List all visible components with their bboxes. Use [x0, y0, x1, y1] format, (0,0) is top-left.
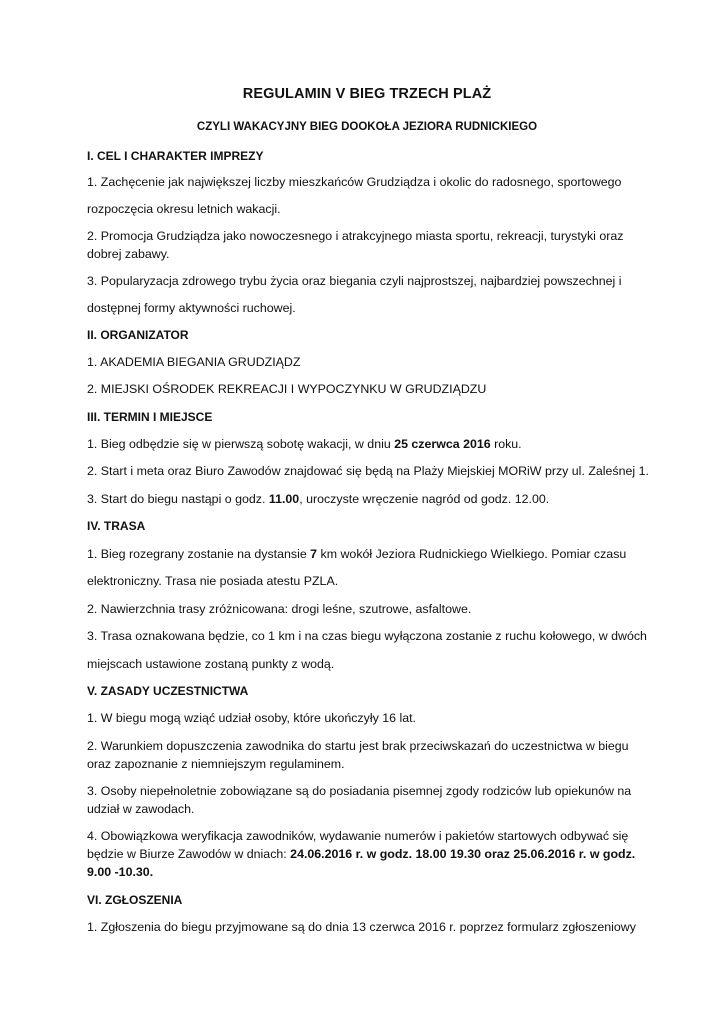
text-span: 3. Start do biegu nastąpi o godz.	[87, 492, 269, 506]
paragraph-line: 2. Start i meta oraz Biuro Zawodów znajdować się będą na Plaży Miejskiej MORiW przy ul. Zaleśnej 1.	[87, 464, 649, 478]
paragraph-line: 3. Trasa oznakowana będzie, co 1 km i na czas biegu wyłączona zostanie z ruchu kołowego, w dwóch	[87, 629, 647, 643]
paragraph-line	[87, 845, 635, 863]
time-bold: 11.00	[268, 492, 300, 506]
paragraph-line	[87, 545, 626, 563]
section-heading-trasa: IV. TRASA	[87, 519, 146, 533]
paragraph-line: 1. Zgłoszenia do biegu przyjmowane są do dnia 13 czerwca 2016 r. poprzez formularz zgłoszeniowy	[87, 920, 636, 934]
section-heading-zasady: V. ZASADY UCZESTNICTWA	[87, 684, 249, 698]
text-span: roku.	[490, 437, 522, 451]
section-heading-organizator: II. ORGANIZATOR	[87, 328, 189, 342]
text-span: 1. Bieg odbędzie się w pierwszą sobotę wakacji, w dniu	[87, 437, 395, 451]
date-bold: 25 czerwca 2016	[394, 437, 491, 451]
text-span: 1. Bieg rozegrany zostanie na dystansie	[87, 547, 311, 561]
paragraph-line: 1. AKADEMIA BIEGANIA GRUDZIĄDZ	[87, 355, 301, 369]
document-subtitle: CZYLI WAKACYJNY BIEG DOOKOŁA JEZIORA RUDNICKIEGO	[196, 121, 538, 133]
paragraph-line: 3. Popularyzacja zdrowego trybu życia oraz biegania czyli najprostszej, najbardziej powszechnej i	[87, 274, 622, 288]
paragraph-line: 1. Zachęcenie jak największej liczby mieszkańców Grudziądza i okolic do radosnego, sportowego	[87, 175, 622, 189]
paragraph-line	[87, 435, 522, 453]
paragraph-line: 2. Promocja Grudziądza jako nowoczesnego i atrakcyjnego miasta sportu, rekreacji, turystyki oraz	[87, 229, 624, 243]
paragraph-line: rozpoczęcia okresu letnich wakacji.	[87, 202, 281, 216]
distance-bold: 7	[310, 547, 318, 561]
document-title: REGULAMIN V BIEG TRZECH PLAŻ	[242, 86, 492, 102]
text-span: , uroczyste wręczenie nagród od godz. 12.00.	[299, 492, 550, 506]
paragraph-line: 1. W biegu mogą wziąć udział osoby, które ukończyły 16 lat.	[87, 711, 416, 725]
paragraph-line: 2. MIEJSKI OŚRODEK REKREACJI I WYPOCZYNKU W GRUDZIĄDZU	[87, 382, 487, 396]
paragraph-line: dobrej zabawy.	[87, 247, 170, 261]
paragraph-line: udział w zawodach.	[87, 802, 195, 816]
paragraph-line: oraz zapoznanie z niemniejszym regulaminem.	[87, 757, 345, 771]
hours-bold: 9.00 -10.30.	[87, 865, 154, 879]
section-heading-termin: III. TERMIN I MIEJSCE	[87, 410, 213, 424]
section-heading-cel: I. CEL I CHARAKTER IMPREZY	[87, 149, 264, 163]
paragraph-line	[87, 490, 549, 508]
dates-bold: 24.06.2016 r. w godz. 18.00 19.30 oraz 25.06.2016 r. w godz.	[290, 847, 636, 861]
text-span: km wokół Jeziora Rudnickiego Wielkiego. Pomiar czasu	[317, 547, 627, 561]
paragraph-line: elektroniczny. Trasa nie posiada atestu PZLA.	[87, 574, 339, 588]
section-heading-zgloszenia: VI. ZGŁOSZENIA	[87, 893, 183, 907]
paragraph-line: dostępnej formy aktywności ruchowej.	[87, 301, 296, 315]
paragraph-line: 3. Osoby niepełnoletnie zobowiązane są do posiadania pisemnej zgody rodziców lub opiekunów na	[87, 784, 632, 798]
paragraph-line: 2. Nawierzchnia trasy zróżnicowana: drogi leśne, szutrowe, asfaltowe.	[87, 602, 472, 616]
paragraph-line: 2. Warunkiem dopuszczenia zawodnika do startu jest brak przeciwskazań do uczestnictwa w biegu	[87, 739, 629, 753]
paragraph-line	[87, 863, 153, 881]
paragraph-line: 4. Obowiązkowa weryfikacja zawodników, wydawanie numerów i pakietów startowych odbywać się	[87, 829, 629, 843]
paragraph-line: miejscach ustawione zostaną punkty z wodą.	[87, 657, 335, 671]
text-span: będzie w Biurze Zawodów w dniach:	[87, 847, 291, 861]
